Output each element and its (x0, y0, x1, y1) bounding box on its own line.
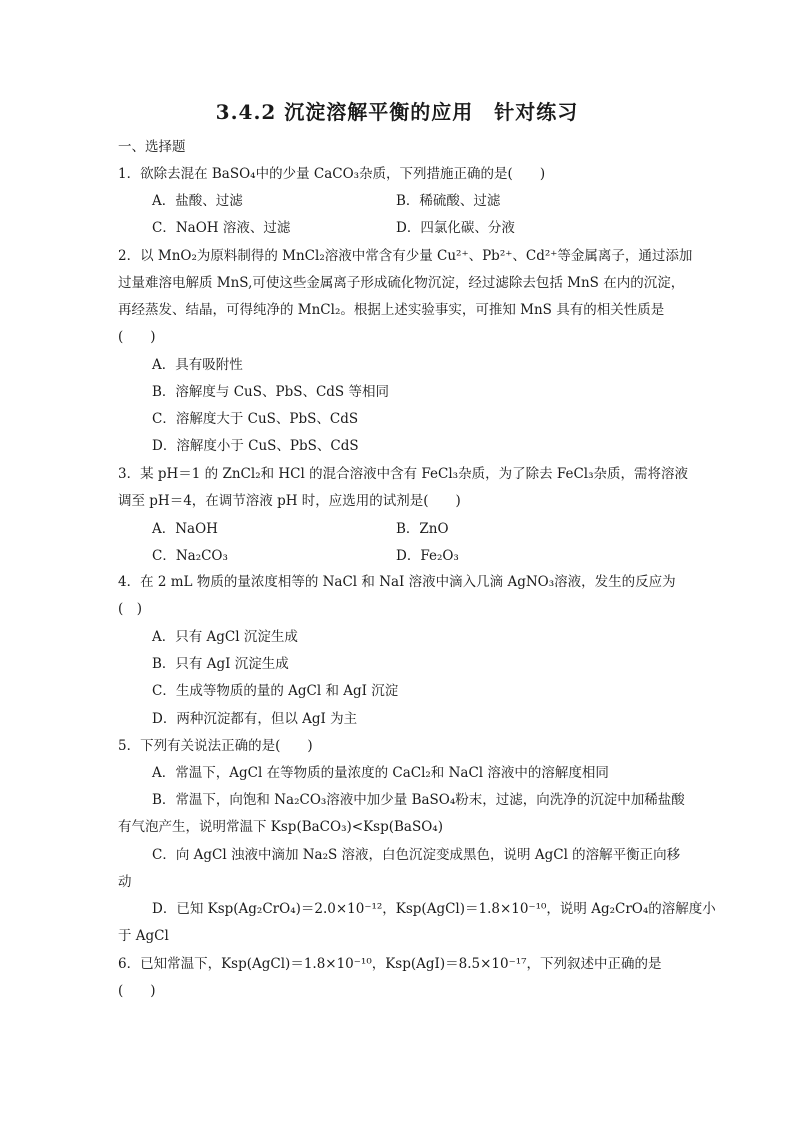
q4-option-a: A．只有 AgCl 沉淀生成 (152, 629, 298, 645)
q3-stem-line2: 调至 pH＝4，在调节溶液 pH 时，应选用的试剂是( ) (118, 493, 461, 509)
q4-option-c: C．生成等物质的量的 AgCl 和 AgI 沉淀 (152, 683, 399, 699)
q1-option-c: C．NaOH 溶液、过滤 (152, 220, 291, 236)
q1-option-b: B．稀硫酸、过滤 (396, 193, 501, 209)
q2-option-b: B．溶解度与 CuS、PbS、CdS 等相同 (152, 384, 389, 400)
q1-option-a: A．盐酸、过滤 (152, 193, 243, 209)
q3-option-a: A．NaOH (152, 521, 218, 537)
q5-option-a: A．常温下，AgCl 在等物质的量浓度的 CaCl₂和 NaCl 溶液中的溶解度相同 (152, 765, 609, 781)
q2-option-c: C．溶解度大于 CuS、PbS、CdS (152, 411, 359, 427)
q2-stem-line2: 过量难溶电解质 MnS,可使这些金属离子形成硫化物沉淀，经过滤除去包括 MnS 在内的沉淀， (118, 275, 685, 291)
q2-option-a: A．具有吸附性 (152, 357, 243, 373)
q3-stem-line1: 3．某 pH＝1 的 ZnCl₂和 HCl 的混合溶液中含有 FeCl₃杂质，为了除去 FeCl₃杂质，需将溶液 (118, 466, 689, 482)
q4-stem-line1: 4．在 2 mL 物质的量浓度相等的 NaCl 和 NaI 溶液中滴入几滴 AgNO₃溶液，发生的反应为 (118, 574, 676, 590)
q2-option-d: D．溶解度小于 CuS、PbS、CdS (152, 438, 359, 454)
q3-option-d: D．Fe₂O₃ (396, 548, 459, 564)
q1-stem: 1．欲除去混在 BaSO₄中的少量 CaCO₃杂质，下列措施正确的是( ) (118, 166, 546, 182)
q6-stem-line2: ( ) (118, 983, 156, 999)
q2-stem-line4: ( ) (118, 329, 156, 345)
q4-option-d: D．两种沉淀都有，但以 AgI 为主 (152, 711, 358, 727)
page-title: 3.4.2 沉淀溶解平衡的应用 针对练习 (215, 100, 579, 124)
q5-option-b-line1: B．常温下，向饱和 Na₂CO₃溶液中加少量 BaSO₄粉末，过滤，向洗净的沉淀中加稀盐酸 (152, 792, 685, 808)
q4-option-b: B．只有 AgI 沉淀生成 (152, 656, 289, 672)
q1-option-d: D．四氯化碳、分液 (396, 220, 515, 236)
q2-stem-line3: 再经蒸发、结晶，可得纯净的 MnCl₂。根据上述实验事实，可推知 MnS 具有的相关性质是 (118, 302, 665, 318)
q6-stem-line1: 6．已知常温下，Ksp(AgCl)＝1.8×10⁻¹⁰，Ksp(AgI)＝8.5×10⁻¹⁷，下列叙述中正确的是 (118, 956, 662, 972)
q5-stem: 5．下列有关说法正确的是( ) (118, 738, 313, 754)
q3-option-c: C．Na₂CO₃ (152, 548, 228, 564)
q5-option-b-line2: 有气泡产生，说明常温下 Ksp(BaCO₃)<Ksp(BaSO₄) (118, 819, 443, 835)
q2-stem-line1: 2．以 MnO₂为原料制得的 MnCl₂溶液中常含有少量 Cu²⁺、Pb²⁺、Cd²⁺等金属离子，通过添加 (118, 248, 693, 264)
q5-option-d-line2: 于 AgCl (118, 928, 169, 944)
q5-option-c-line2: 动 (118, 874, 132, 890)
q4-stem-line2: ( ) (118, 601, 143, 617)
q5-option-c-line1: C．向 AgCl 浊液中滴加 Na₂S 溶液，白色沉淀变成黑色，说明 AgCl 的溶解平衡正向移 (152, 847, 681, 863)
q5-option-d-line1: D．已知 Ksp(Ag₂CrO₄)＝2.0×10⁻¹²，Ksp(AgCl)＝1.8×10⁻¹⁰，说明 Ag₂CrO₄的溶解度小 (152, 901, 716, 917)
q3-option-b: B．ZnO (396, 521, 449, 537)
section-heading: 一、选择题 (118, 139, 186, 155)
